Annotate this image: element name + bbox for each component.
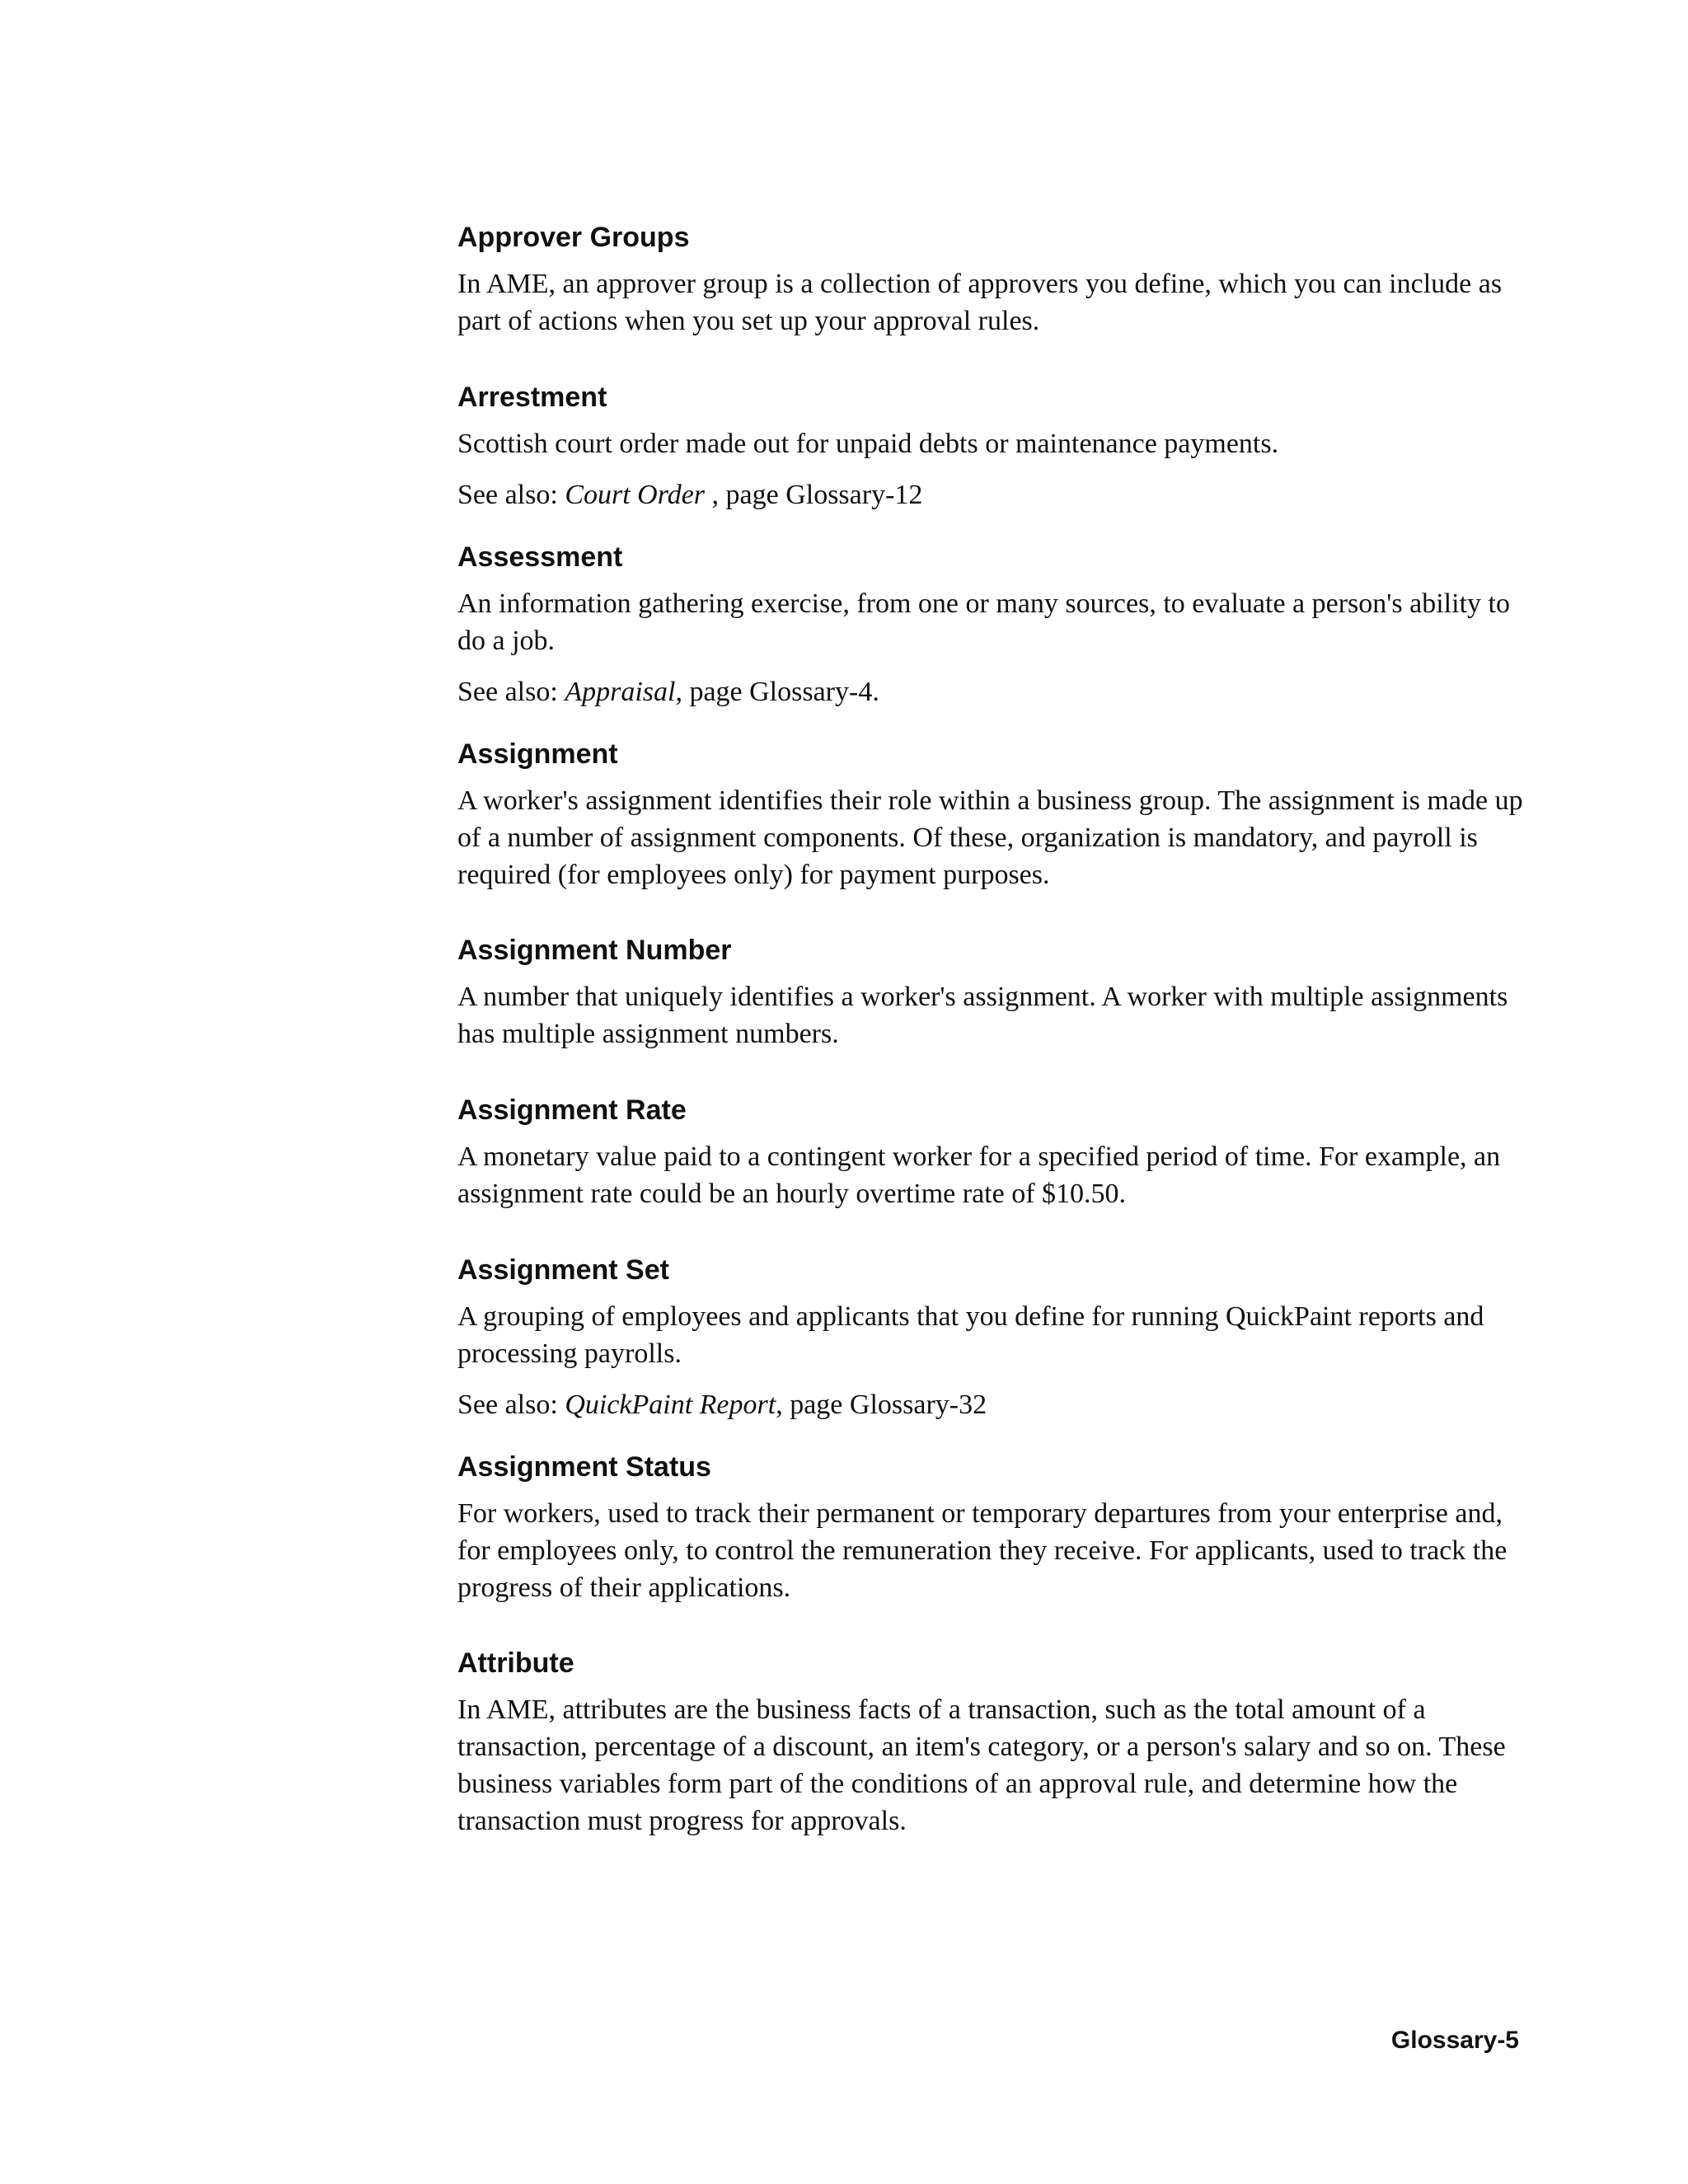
glossary-definition: A number that uniquely identifies a worker's assignment. A worker with multiple assignments has multiple assignment numbers. bbox=[457, 982, 1508, 1049]
glossary-definition: Scottish court order made out for unpaid debts or maintenance payments. bbox=[457, 429, 1279, 459]
glossary-term: Assessment bbox=[457, 541, 623, 573]
glossary-term: Assignment Status bbox=[457, 1451, 711, 1483]
glossary-term: Assignment Rate bbox=[457, 1094, 687, 1126]
see-also bbox=[457, 673, 1529, 710]
glossary-entry-assignment bbox=[457, 738, 1529, 893]
see-also-page: , page Glossary-32 bbox=[776, 1390, 987, 1420]
glossary-term: Assignment bbox=[457, 738, 618, 770]
glossary-definition: In AME, attributes are the business facts of a transaction, such as the total amount of a transaction, percentage of a discount, an item's category, or a person's salary and so on. These business variables form part of the conditions of an approval rule, and determine how the transaction must progress for approvals. bbox=[457, 1694, 1506, 1836]
glossary-term: Attribute bbox=[457, 1647, 574, 1679]
glossary-definition: For workers, used to track their permanent or temporary departures from your enterprise and, for employees only, to control the remuneration they receive. For applicants, used to track the progress of their applications. bbox=[457, 1498, 1507, 1603]
glossary-entry-attribute bbox=[457, 1647, 1529, 1840]
glossary-entry-assignment-set bbox=[457, 1254, 1529, 1423]
glossary-definition: In AME, an approver group is a collection of approvers you define, which you can include as part of actions when you set up your approval rules. bbox=[457, 269, 1503, 336]
glossary-term: Arrestment bbox=[457, 382, 607, 413]
glossary-entry-arrestment bbox=[457, 381, 1529, 513]
glossary-entry-assignment-rate bbox=[457, 1094, 1529, 1212]
see-also-prefix: See also: bbox=[457, 1390, 565, 1420]
glossary-entry-assignment-number bbox=[457, 934, 1529, 1052]
see-also-page: , page Glossary-4. bbox=[675, 677, 879, 707]
see-also-link[interactable]: Court Order bbox=[565, 480, 706, 510]
see-also-prefix: See also: bbox=[457, 480, 565, 510]
glossary-entry-approver-groups bbox=[457, 221, 1529, 340]
see-also-prefix: See also: bbox=[457, 677, 565, 707]
glossary-definition: A grouping of employees and applicants that you define for running QuickPaint reports and processing payrolls. bbox=[457, 1301, 1484, 1369]
glossary-entry-assessment bbox=[457, 541, 1529, 710]
glossary-term: Assignment Set bbox=[457, 1254, 669, 1286]
glossary-definition: A monetary value paid to a contingent worker for a specified period of time. For example, an assignment rate could be an hourly overtime rate of $10.50. bbox=[457, 1141, 1501, 1209]
glossary-term: Approver Groups bbox=[457, 222, 690, 253]
see-also bbox=[457, 1386, 1529, 1423]
see-also-link[interactable]: QuickPaint Report bbox=[565, 1390, 776, 1420]
see-also-page: , page Glossary-12 bbox=[705, 480, 923, 510]
see-also-link[interactable]: Appraisal bbox=[565, 677, 676, 707]
glossary-term: Assignment Number bbox=[457, 935, 732, 966]
see-also bbox=[457, 476, 1529, 513]
page-number: Glossary-5 bbox=[1390, 2027, 1519, 2054]
glossary-definition: An information gathering exercise, from one or many sources, to evaluate a person's ability to do a job. bbox=[457, 588, 1510, 656]
glossary-entry-assignment-status bbox=[457, 1451, 1529, 1606]
glossary-definition: A worker's assignment identifies their role within a business group. The assignment is made up of a number of assignment components. Of these, organization is mandatory, and payroll is required (for employees only) for payment purposes. bbox=[457, 785, 1523, 890]
